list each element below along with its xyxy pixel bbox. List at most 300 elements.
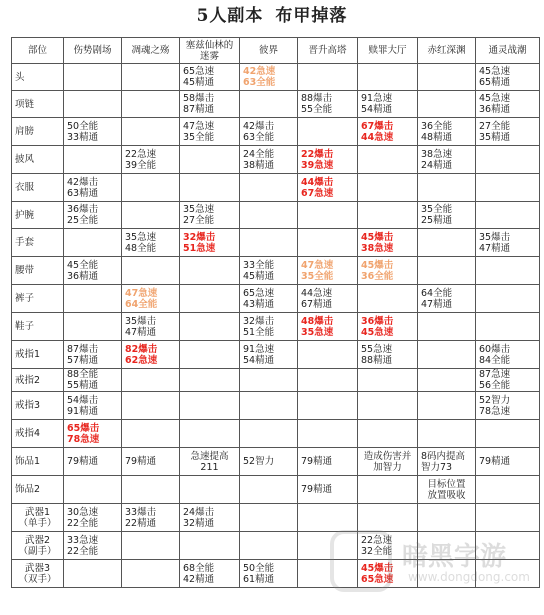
stat-value: 22全能 [67, 545, 99, 557]
stat-cell [64, 313, 122, 341]
stat-cell [418, 257, 476, 285]
stat-cell [418, 476, 476, 504]
stat-value: 22急速 [125, 148, 157, 160]
stat-cell [64, 202, 122, 229]
stat-value: 78急速 [67, 433, 100, 445]
stat-value: 30急速 [67, 506, 99, 518]
stat-cell [64, 369, 122, 392]
stat-cell [298, 532, 358, 560]
table-row [12, 369, 540, 392]
stat-cell [180, 448, 240, 476]
stat-cell [180, 369, 240, 392]
stat-cell [240, 174, 298, 202]
stat-value: 42爆击 [67, 176, 99, 188]
stat-value: 65急速 [361, 573, 394, 585]
stat-value: 88精通 [361, 354, 393, 366]
stat-value: 45精通 [243, 270, 275, 282]
stat-cell [122, 448, 180, 476]
watermark-url: www.dongdong.com [408, 570, 530, 584]
stat-value: 65精通 [479, 77, 511, 88]
row-label [12, 448, 64, 476]
stat-cell [418, 91, 476, 118]
stat-cell [240, 285, 298, 313]
stat-value: 63精通 [67, 187, 99, 199]
stat-cell [298, 229, 358, 257]
stat-value: 35全能 [183, 131, 215, 143]
stat-cell [122, 64, 180, 91]
stat-cell [418, 560, 476, 588]
stat-value: 45爆击 [361, 562, 394, 574]
stat-cell [240, 532, 298, 560]
row-label-text: （单手） [18, 517, 57, 529]
stat-cell [240, 392, 298, 420]
stat-cell [240, 476, 298, 504]
stat-cell [476, 118, 540, 146]
stat-value: 51全能 [243, 326, 275, 338]
stat-cell [358, 504, 418, 532]
stat-value: 65急速 [183, 66, 215, 77]
stat-value: 33精通 [67, 131, 99, 143]
column-header-dungeon: 赎罪大厅 [358, 38, 418, 64]
stat-cell [180, 285, 240, 313]
stat-cell [418, 532, 476, 560]
stat-cell [180, 532, 240, 560]
stat-value: 68全能 [183, 562, 215, 574]
stat-value: 44急速 [301, 287, 333, 299]
stat-value: 54精通 [243, 354, 275, 366]
column-header-dungeon: 晋升高塔 [298, 38, 358, 64]
stat-value: 64全能 [125, 298, 158, 310]
stat-value: 87急速 [479, 369, 511, 380]
stat-value: 47急速 [301, 259, 334, 271]
row-label-text: 衣服 [15, 182, 35, 193]
stat-value: 42精通 [183, 573, 215, 585]
stat-cell [476, 64, 540, 91]
stat-cell [476, 504, 540, 532]
stat-cell [358, 476, 418, 504]
stat-cell [298, 341, 358, 369]
stat-value: 91急速 [361, 93, 393, 104]
stat-cell [122, 560, 180, 588]
stat-value: 47急速 [183, 120, 215, 132]
stat-value: 22爆击 [301, 148, 334, 160]
stat-cell [358, 448, 418, 476]
stat-cell [240, 420, 298, 448]
stat-cell [240, 91, 298, 118]
row-label-text: 鞋子 [15, 321, 35, 332]
stat-value: 79精通 [479, 456, 511, 467]
stat-value: 91精通 [67, 405, 99, 417]
stat-cell [240, 229, 298, 257]
stat-cell [476, 174, 540, 202]
row-label-text: 裤子 [15, 293, 35, 304]
row-label-text: 披风 [15, 154, 35, 165]
stat-value: 47精通 [479, 242, 511, 254]
row-label [12, 504, 64, 532]
stat-cell [122, 476, 180, 504]
stat-cell [122, 532, 180, 560]
stat-value: 24爆击 [183, 506, 215, 518]
stat-value: 211 [200, 461, 219, 473]
stat-value: 55精通 [67, 380, 99, 391]
stat-value: 36爆击 [67, 204, 99, 215]
stat-cell [476, 341, 540, 369]
stat-value: 38急速 [361, 242, 394, 254]
table-row [12, 476, 540, 504]
stat-cell [240, 504, 298, 532]
stat-value: 78急速 [479, 405, 511, 417]
stat-value: 45急速 [479, 66, 511, 77]
stat-cell [418, 392, 476, 420]
table-row [12, 313, 540, 341]
row-label [12, 560, 64, 588]
stat-value: 67精通 [301, 298, 333, 310]
stat-value: 36精通 [479, 104, 511, 115]
stat-value: 36全能 [421, 120, 453, 132]
stat-value: 43精通 [243, 298, 275, 310]
row-label [12, 313, 64, 341]
stat-cell [476, 313, 540, 341]
stat-value: 79精通 [67, 456, 99, 467]
stat-cell [476, 369, 540, 392]
stat-value: 35爆击 [479, 231, 511, 243]
stat-value: 36全能 [361, 270, 394, 282]
stat-cell [180, 504, 240, 532]
table-row [12, 146, 540, 174]
stat-value: 32全能 [361, 545, 393, 557]
stat-cell [122, 146, 180, 174]
stat-cell [418, 146, 476, 174]
stat-value: 84全能 [479, 354, 511, 366]
stat-value: 35爆击 [125, 315, 157, 327]
stat-value: 45急速 [479, 93, 511, 104]
stat-value: 22精通 [125, 517, 157, 529]
row-label-text: 戒指1 [15, 349, 41, 360]
stat-value: 44急速 [361, 131, 394, 143]
row-label-text: 护腕 [15, 209, 35, 221]
stat-value: 91急速 [243, 343, 275, 355]
table-body [12, 64, 540, 588]
stat-cell [358, 313, 418, 341]
stat-value: 62急速 [125, 354, 158, 366]
stat-cell [240, 313, 298, 341]
stat-value: 54爆击 [67, 394, 99, 406]
stat-cell [180, 174, 240, 202]
stat-cell [64, 476, 122, 504]
row-label-text: （双手） [18, 573, 57, 585]
stat-value: 39急速 [301, 159, 334, 171]
stat-cell [358, 420, 418, 448]
stat-cell [358, 202, 418, 229]
row-label-text: 手套 [15, 237, 35, 248]
stat-cell [180, 229, 240, 257]
stat-cell [64, 229, 122, 257]
stat-cell [298, 146, 358, 174]
stat-value: 造成伤害并 [363, 450, 412, 462]
stat-cell [180, 392, 240, 420]
stat-cell [358, 64, 418, 91]
row-label-text: 武器1 [24, 506, 51, 518]
stat-cell [476, 392, 540, 420]
row-label [12, 420, 64, 448]
column-header-dungeon: 伤势剧场 [64, 38, 122, 64]
stat-cell [358, 285, 418, 313]
row-label-text: 腰带 [15, 265, 35, 276]
stat-value: 48爆击 [301, 315, 334, 327]
stat-value: 79精通 [301, 484, 333, 495]
stat-cell [298, 285, 358, 313]
column-header-dungeon: 通灵战潮 [476, 38, 540, 64]
stat-cell [418, 448, 476, 476]
stat-cell [64, 174, 122, 202]
stat-cell [418, 64, 476, 91]
stat-cell [180, 257, 240, 285]
row-label-text: （副手） [18, 545, 57, 557]
stat-value: 24全能 [243, 148, 275, 160]
stat-cell [180, 64, 240, 91]
row-label [12, 257, 64, 285]
row-label-text: 肩膀 [15, 126, 35, 137]
stat-cell [476, 448, 540, 476]
stat-value: 52智力 [243, 456, 275, 467]
stat-value: 45精通 [183, 77, 215, 88]
stat-cell [64, 285, 122, 313]
stat-cell [418, 118, 476, 146]
stat-cell [298, 448, 358, 476]
table-row [12, 285, 540, 313]
stat-value: 60爆击 [479, 343, 511, 355]
stat-value: 67急速 [301, 187, 334, 199]
stat-cell [358, 341, 418, 369]
table-row [12, 341, 540, 369]
stat-cell [64, 504, 122, 532]
row-label [12, 341, 64, 369]
stat-cell [122, 257, 180, 285]
stat-cell [298, 202, 358, 229]
stat-value: 45爆击 [361, 231, 394, 243]
table-row [12, 532, 540, 560]
stat-cell [240, 369, 298, 392]
stat-value: 61精通 [243, 573, 275, 585]
stat-value: 44爆击 [301, 176, 334, 188]
stat-cell [298, 64, 358, 91]
stat-value: 35全能 [421, 204, 453, 215]
stat-cell [64, 91, 122, 118]
stat-cell [240, 202, 298, 229]
stat-value: 目标位置 [427, 478, 466, 490]
stat-cell [122, 229, 180, 257]
stat-cell [358, 118, 418, 146]
stat-cell [122, 174, 180, 202]
stat-value: 63全能 [243, 77, 276, 88]
stat-value: 32爆击 [243, 315, 275, 327]
stat-value: 48全能 [125, 242, 157, 254]
stat-cell [122, 369, 180, 392]
table-row [12, 448, 540, 476]
stat-cell [298, 504, 358, 532]
stat-cell [298, 257, 358, 285]
stat-cell [240, 448, 298, 476]
row-label [12, 202, 64, 229]
stat-value: 27全能 [479, 120, 511, 132]
stat-value: 47精通 [421, 298, 453, 310]
header-row [12, 38, 540, 64]
stat-value: 35急速 [301, 326, 334, 338]
row-label [12, 476, 64, 504]
stat-cell [418, 229, 476, 257]
stat-cell [298, 174, 358, 202]
stat-value: 36精通 [67, 270, 99, 282]
stat-value: 42爆击 [243, 120, 275, 132]
stat-value: 87精通 [183, 104, 215, 115]
stat-value: 45爆击 [361, 259, 394, 271]
stat-value: 50全能 [243, 562, 275, 574]
stat-cell [476, 476, 540, 504]
stat-cell [240, 118, 298, 146]
stat-value: 智力73 [421, 461, 453, 473]
stat-cell [298, 392, 358, 420]
row-label-text: 戒指4 [15, 428, 41, 439]
stat-value: 88全能 [67, 369, 99, 380]
stat-cell [476, 146, 540, 174]
stat-cell [358, 532, 418, 560]
row-label-text: 头 [15, 71, 25, 83]
column-header-dungeon: 彼界 [240, 38, 298, 64]
row-label [12, 532, 64, 560]
column-header-dungeon: 塞兹仙林的迷雾 [180, 38, 240, 64]
stat-value: 22急速 [361, 534, 393, 546]
stat-value: 24精通 [421, 159, 453, 171]
stat-value: 42急速 [243, 66, 276, 77]
table-row [12, 64, 540, 91]
stat-value: 33全能 [243, 259, 275, 271]
column-header-dungeon: 凋魂之殇 [122, 38, 180, 64]
stat-value: 54精通 [361, 104, 393, 115]
stat-cell [298, 118, 358, 146]
row-label-text: 戒指3 [15, 400, 41, 411]
stat-value: 35急速 [125, 231, 157, 243]
stat-cell [298, 476, 358, 504]
stat-value: 47急速 [125, 287, 158, 299]
row-label [12, 64, 64, 91]
stat-cell [476, 229, 540, 257]
stat-value: 加智力 [373, 461, 402, 473]
stat-cell [358, 229, 418, 257]
stat-value: 58爆击 [183, 93, 215, 104]
row-label [12, 146, 64, 174]
stat-value: 65爆击 [67, 422, 100, 434]
stat-cell [64, 560, 122, 588]
column-header-part: 部位 [12, 38, 64, 64]
stat-cell [122, 504, 180, 532]
stat-value: 50全能 [67, 120, 99, 132]
stat-cell [122, 392, 180, 420]
stat-value: 64全能 [421, 287, 453, 299]
stat-cell [122, 341, 180, 369]
stat-cell [180, 202, 240, 229]
stat-cell [476, 285, 540, 313]
stat-value: 51急速 [183, 242, 216, 254]
stat-cell [298, 91, 358, 118]
table-row [12, 392, 540, 420]
stat-cell [418, 313, 476, 341]
stat-cell [64, 257, 122, 285]
row-label-text: 饰品2 [15, 484, 41, 495]
stat-cell [64, 146, 122, 174]
stat-cell [476, 91, 540, 118]
stat-value: 急速提高 [190, 450, 229, 462]
stat-cell [358, 146, 418, 174]
stat-value: 57精通 [67, 354, 99, 366]
table-row [12, 202, 540, 229]
table-row [12, 174, 540, 202]
stat-cell [180, 118, 240, 146]
watermark-text: 暗黑字游 [402, 542, 507, 572]
stat-cell [240, 341, 298, 369]
stat-cell [418, 504, 476, 532]
stat-value: 63全能 [243, 131, 275, 143]
stat-cell [64, 448, 122, 476]
stat-cell [358, 91, 418, 118]
stat-value: 39全能 [125, 159, 157, 171]
stat-cell [358, 369, 418, 392]
stat-cell [418, 285, 476, 313]
stat-value: 48精通 [421, 131, 453, 143]
stat-value: 32精通 [183, 517, 215, 529]
stat-value: 35全能 [301, 270, 334, 282]
stat-cell [122, 285, 180, 313]
stat-cell [476, 560, 540, 588]
stat-cell [476, 532, 540, 560]
stat-cell [240, 257, 298, 285]
stat-cell [418, 369, 476, 392]
stat-cell [180, 313, 240, 341]
title-dungeon: 5人副本 [196, 6, 264, 26]
stat-cell [64, 392, 122, 420]
stat-cell [240, 560, 298, 588]
stat-value: 52智力 [479, 394, 511, 406]
stat-value: 25全能 [67, 215, 99, 226]
stat-value: 56全能 [479, 380, 511, 391]
stat-value: 放置吸收 [427, 489, 466, 501]
stat-cell [180, 476, 240, 504]
stat-cell [180, 146, 240, 174]
column-header-dungeon: 赤红深渊 [418, 38, 476, 64]
stat-value: 55全能 [301, 104, 333, 115]
table-row [12, 504, 540, 532]
stat-value: 55急速 [361, 343, 393, 355]
stat-value: 88爆击 [301, 93, 333, 104]
stat-value: 79精通 [301, 456, 333, 467]
stat-value: 22全能 [67, 517, 99, 529]
stat-cell [180, 560, 240, 588]
row-label [12, 174, 64, 202]
stat-value: 38急速 [421, 148, 453, 160]
row-label [12, 118, 64, 146]
stat-cell [180, 341, 240, 369]
row-label [12, 369, 64, 392]
stat-value: 82爆击 [125, 343, 158, 355]
stat-value: 8码内提高 [421, 450, 466, 462]
row-label [12, 392, 64, 420]
page-title [0, 2, 544, 30]
table-row [12, 257, 540, 285]
stat-cell [122, 420, 180, 448]
stat-cell [298, 420, 358, 448]
stat-cell [240, 64, 298, 91]
stat-cell [122, 202, 180, 229]
row-label-text: 饰品1 [15, 456, 41, 467]
